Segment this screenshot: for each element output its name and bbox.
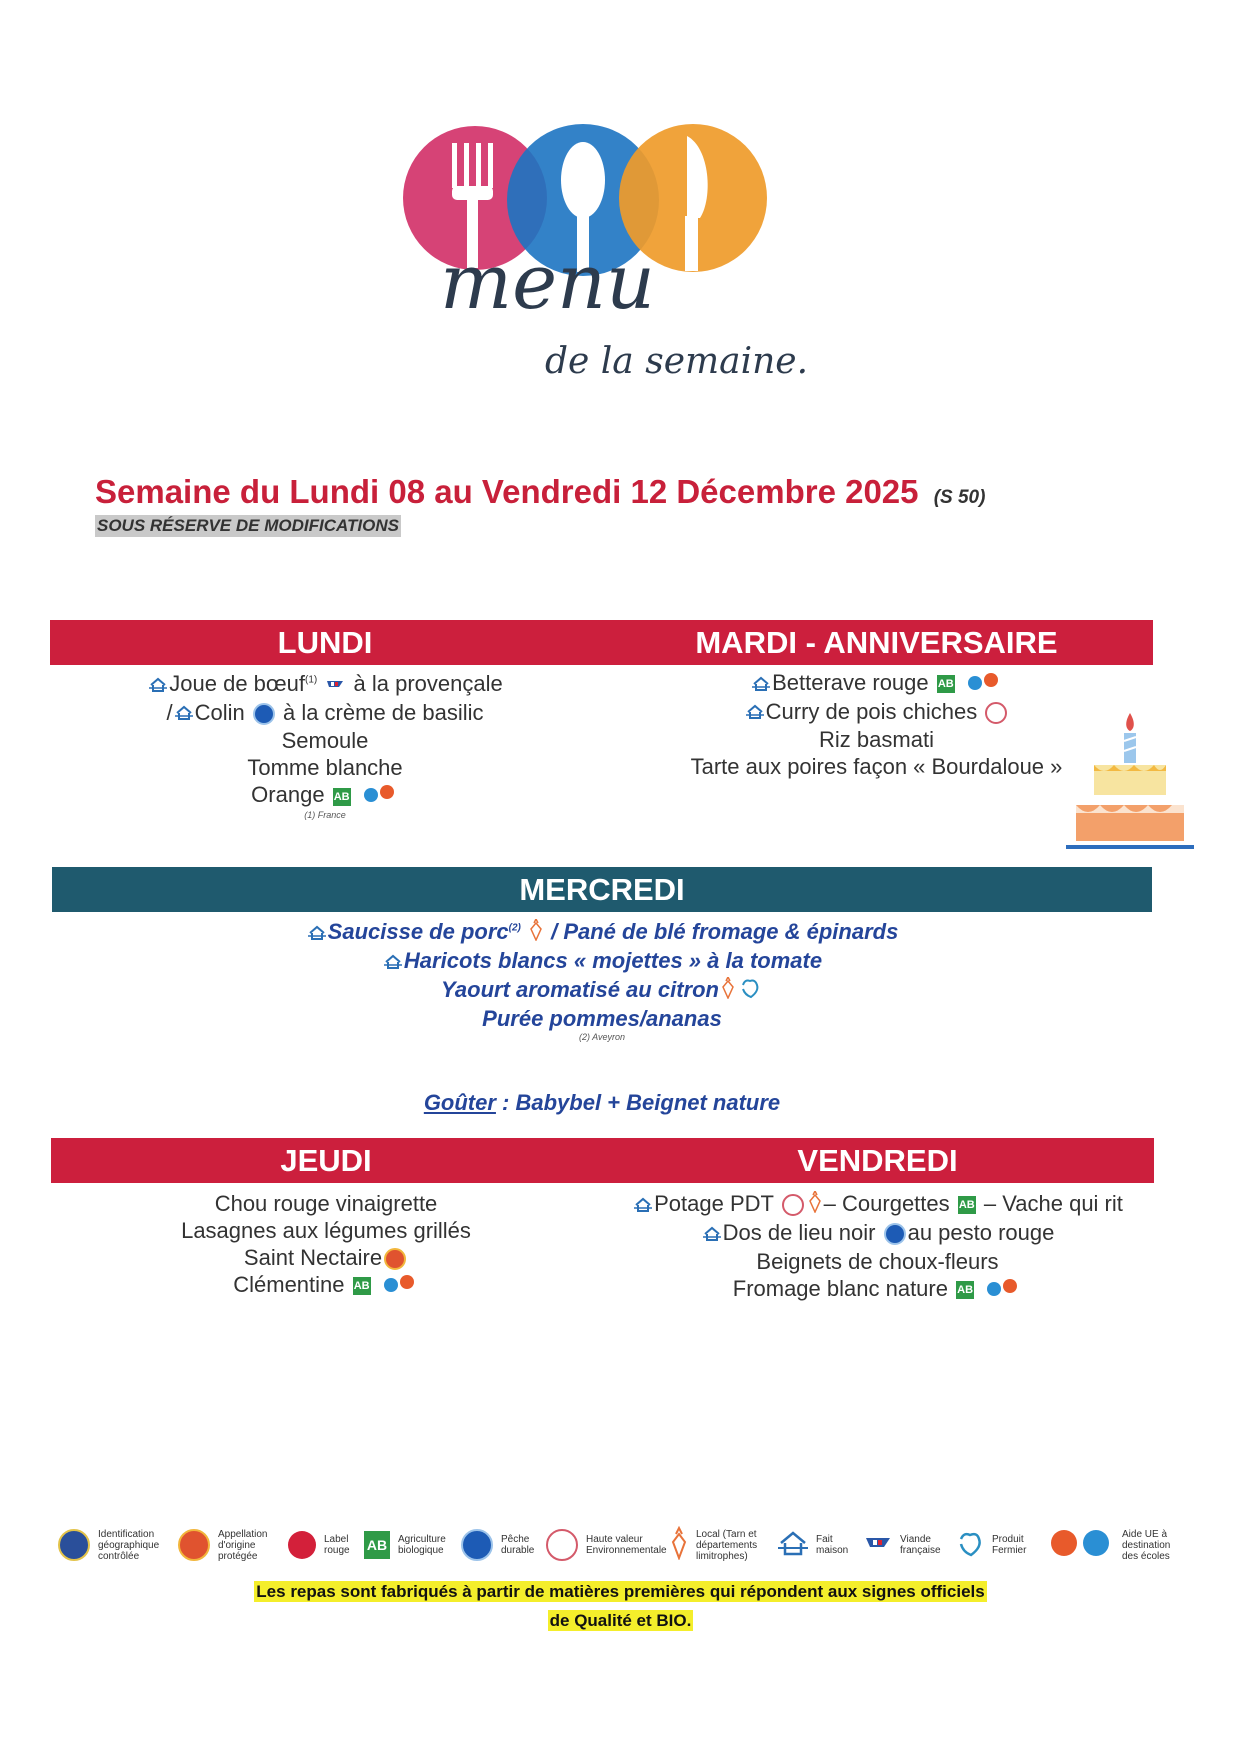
- aide-ue-icon: [1048, 1527, 1114, 1564]
- vendredi-line-2: Dos de lieu noir au pesto rouge: [601, 1219, 1154, 1248]
- birthday-cake-icon: [1060, 705, 1200, 855]
- fait-maison-icon: [703, 1221, 721, 1248]
- viande-francaise-icon: [325, 672, 345, 699]
- hve-icon: [782, 1194, 804, 1216]
- fait-maison-icon: [308, 920, 326, 947]
- reserve-notice: SOUS RÉSERVE DE MODIFICATIONS: [97, 516, 399, 535]
- legend-item-local: Local (Tarn et départements limitrophes): [668, 1525, 757, 1565]
- peche-durable-icon: [884, 1223, 906, 1245]
- peche-durable-icon: [253, 703, 275, 725]
- ab-bio-icon: AB: [353, 1277, 371, 1295]
- footer-line-1: Les repas sont fabriqués à partir de matières premières qui répondent aux signes officiels: [256, 1582, 985, 1601]
- ab-bio-icon: AB: [958, 1196, 976, 1214]
- svg-text:menu: menu: [440, 237, 655, 326]
- gouter-line: [52, 1090, 1152, 1116]
- produit-fermier-icon: [739, 977, 761, 1005]
- svg-text:de la semaine.: de la semaine.: [545, 341, 809, 382]
- mercredi-line-4: Purée pommes/ananas: [482, 1006, 722, 1032]
- gouter-text: : Babybel + Beignet nature: [495, 1090, 781, 1115]
- jeudi-line-3: Saint Nectaire: [51, 1244, 601, 1271]
- legend-item-aop: Appellation d'origine protégée: [176, 1525, 267, 1565]
- legend-item-igp: Identification géographique contrôlée: [56, 1525, 159, 1565]
- hve-icon: [546, 1529, 578, 1561]
- jeudi-line-2: Lasagnes aux légumes grillés: [181, 1218, 471, 1243]
- legend-item-fait-maison: Fait maison: [776, 1525, 848, 1565]
- igp-icon: [58, 1529, 90, 1561]
- lundi-menu: [50, 670, 600, 821]
- fait-maison-icon: [634, 1192, 652, 1219]
- menu-logo: [395, 108, 855, 418]
- produit-fermier-icon: [956, 1529, 984, 1562]
- vendredi-menu: [601, 1190, 1154, 1304]
- peche-durable-icon: [461, 1529, 493, 1561]
- week-title: [95, 473, 985, 511]
- legend: [56, 1525, 1196, 1585]
- local-carrot-icon: [721, 977, 735, 1005]
- local-carrot-icon: [529, 919, 543, 947]
- ab-bio-icon: AB: [364, 1531, 390, 1559]
- gouter-label: Goûter: [423, 1090, 496, 1115]
- legend-item-peche: Pêche durable: [459, 1525, 534, 1565]
- viande-francaise-icon: [864, 1532, 892, 1559]
- fait-maison-icon: [384, 949, 402, 976]
- lundi-line-5: Orange AB: [50, 781, 600, 810]
- legend-item-hve: Haute valeur Environnementale: [544, 1525, 667, 1565]
- footer-line-2: de Qualité et BIO.: [549, 1611, 692, 1630]
- day-label-mercredi: MERCREDI: [519, 872, 685, 907]
- jeudi-line-4: Clémentine AB: [51, 1271, 601, 1300]
- aide-ue-icon: [965, 671, 1001, 698]
- local-carrot-icon: [670, 1526, 688, 1565]
- mercredi-menu: [52, 918, 1152, 1043]
- ab-bio-icon: AB: [333, 788, 351, 806]
- mardi-line-4: Tarte aux poires façon « Bourdaloue »: [690, 754, 1063, 780]
- mardi-line-3: Riz basmati: [819, 727, 934, 753]
- week-code: (S 50): [933, 487, 986, 508]
- lundi-line-3: Semoule: [281, 728, 369, 754]
- day-label-lundi: LUNDI: [277, 625, 373, 660]
- aide-ue-icon: [984, 1277, 1020, 1304]
- fait-maison-icon: [149, 672, 167, 699]
- fait-maison-icon: [778, 1530, 808, 1561]
- aop-icon: [178, 1529, 210, 1561]
- lundi-line-1: Joue de bœuf$^{(1)}$ à la provençale: [50, 670, 600, 699]
- legend-item-bio: AB Agriculture biologique: [362, 1525, 446, 1565]
- ab-bio-icon: AB: [956, 1281, 974, 1299]
- lundi-note: (1) France: [304, 810, 346, 821]
- week-title-text: Semaine du Lundi 08 au Vendredi 12 Décembre 2025: [95, 473, 919, 510]
- mardi-line-2: Curry de pois chiches: [600, 698, 1153, 727]
- day-label-jeudi: JEUDI: [280, 1143, 372, 1178]
- mercredi-line-1: Saucisse de porc$^{(2)}$ / Pané de blé fromage & épinards: [52, 918, 1152, 947]
- mardi-line-1: Betterave rouge AB: [600, 669, 1153, 698]
- legend-item-aide-ue: Aide UE à destination des écoles: [1046, 1525, 1170, 1565]
- lundi-line-4: Tomme blanche: [247, 755, 403, 781]
- aide-ue-icon: [361, 783, 397, 810]
- fait-maison-icon: [175, 700, 193, 727]
- ab-bio-icon: AB: [937, 675, 955, 693]
- legend-item-fermier: Produit Fermier: [954, 1525, 1026, 1565]
- vendredi-line-4: Fromage blanc nature AB: [601, 1275, 1154, 1304]
- day-label-vendredi: VENDREDI: [797, 1143, 958, 1178]
- jeudi-line-1: Chou rouge vinaigrette: [214, 1191, 438, 1216]
- label-rouge-icon: [288, 1531, 316, 1559]
- lundi-line-2: / Colin à la crème de basilic: [50, 699, 600, 728]
- aide-ue-icon: [381, 1273, 417, 1300]
- hve-icon: [985, 702, 1007, 724]
- mercredi-line-2: Haricots blancs « mojettes » à la tomate: [52, 947, 1152, 976]
- jeudi-menu: [51, 1190, 601, 1300]
- fait-maison-icon: [746, 699, 764, 726]
- mercredi-line-3: Yaourt aromatisé au citron: [52, 976, 1152, 1005]
- aop-icon: [384, 1248, 406, 1270]
- fait-maison-icon: [752, 671, 770, 698]
- day-label-mardi: MARDI - ANNIVERSAIRE: [695, 625, 1058, 660]
- legend-item-viande: Viande française: [862, 1525, 941, 1565]
- mercredi-note: (2) Aveyron: [578, 1032, 626, 1043]
- local-carrot-icon: [808, 1191, 822, 1219]
- legend-item-label-rouge: Label rouge: [286, 1525, 350, 1565]
- vendredi-line-1: Potage PDT – Courgettes AB – Vache qui rit: [601, 1190, 1154, 1219]
- vendredi-line-3: Beignets de choux-fleurs: [756, 1248, 999, 1274]
